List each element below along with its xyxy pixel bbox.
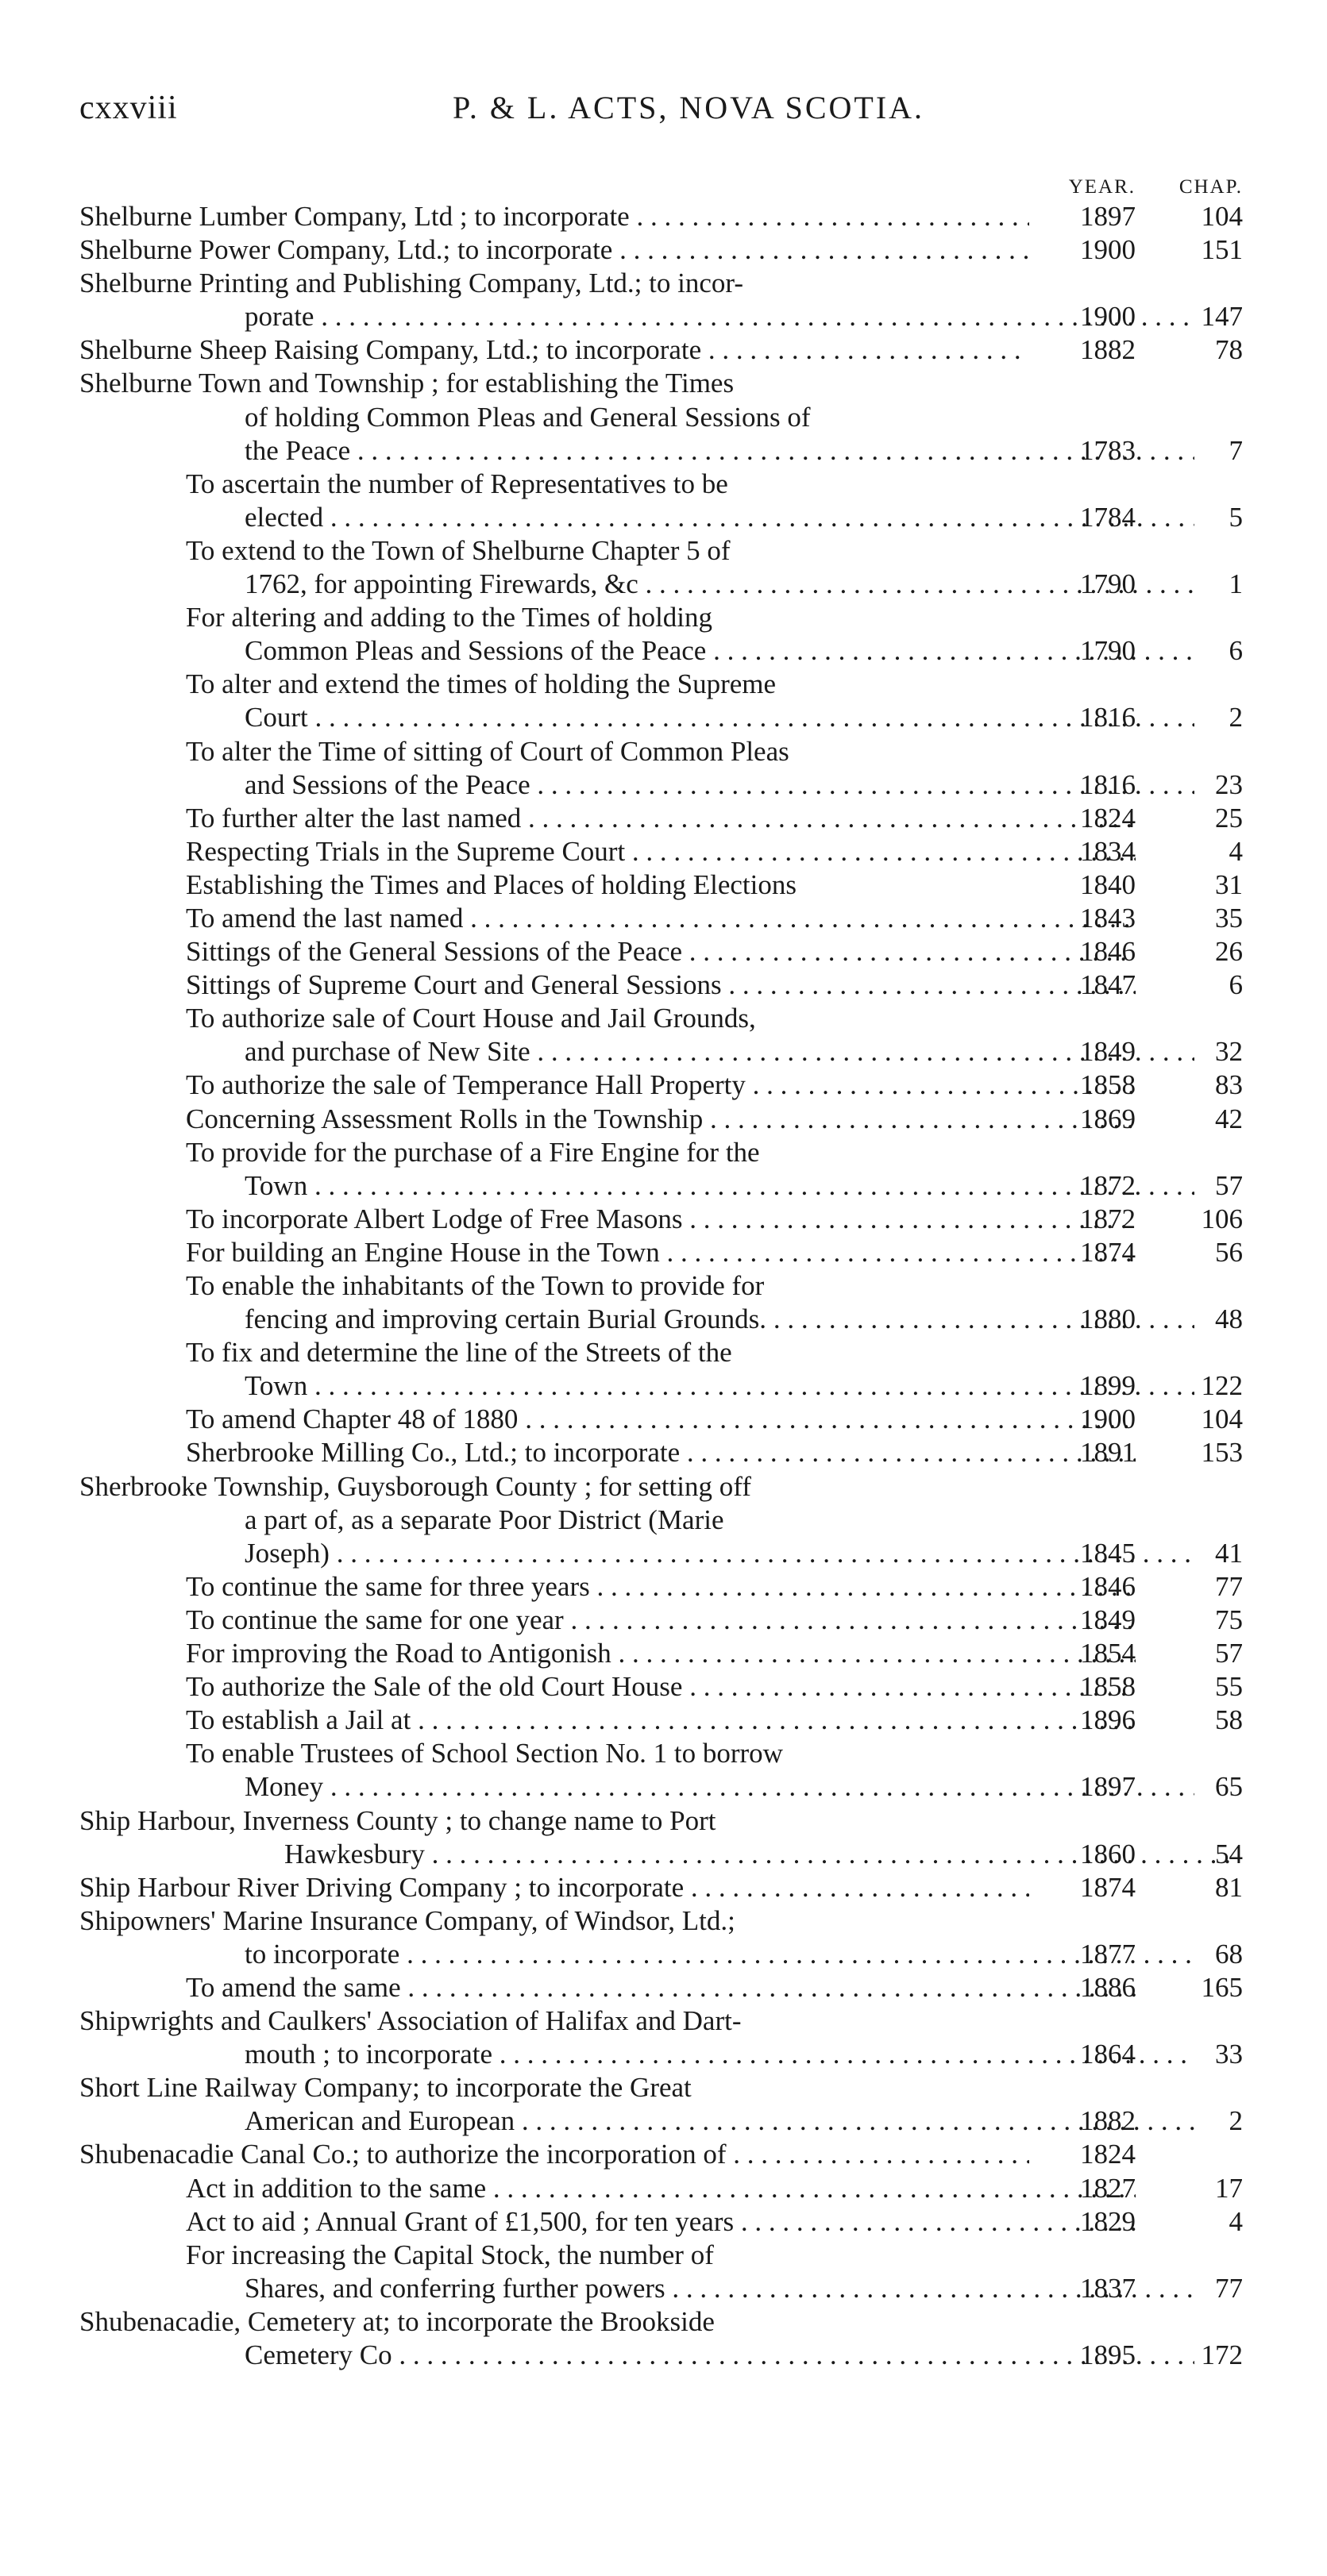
entry-year: 1816 — [1080, 702, 1136, 734]
index-line — [79, 601, 1255, 634]
index-line — [79, 634, 1255, 668]
index-line — [79, 2172, 1255, 2205]
entry-chapter: 83 — [1215, 1069, 1243, 1101]
entry-chapter: 68 — [1215, 1938, 1243, 1970]
entry-text: porate . . . — [79, 300, 1194, 333]
entry-text: Shipwrights and Caulkers' Association of Halifax and Dart- — [79, 2005, 742, 2037]
entry-year: 1900 — [1080, 234, 1136, 266]
index-line — [79, 1169, 1255, 1203]
entry-text: Court . . . — [79, 701, 1194, 734]
index-line — [79, 468, 1255, 501]
entry-text: Town . . . — [79, 1369, 1194, 1403]
entry-year: 1837 — [1080, 2272, 1136, 2304]
entry-year: 1897 — [1080, 1771, 1136, 1803]
index-line — [79, 2004, 1255, 2038]
entry-year: 1843 — [1080, 902, 1136, 934]
entry-text: Cemetery Co . . . — [79, 2339, 1194, 2372]
index-line — [79, 2205, 1255, 2239]
entry-year: 1882 — [1080, 2105, 1136, 2137]
entry-text: fencing and improving certain Burial Grounds. . . . — [79, 1303, 1194, 1336]
index-line — [79, 1336, 1255, 1369]
entry-chapter: 7 — [1229, 434, 1243, 466]
entry-year: 1900 — [1080, 1404, 1136, 1435]
entry-text: For altering and adding to the Times of holding — [186, 602, 713, 633]
entry-chapter: 23 — [1215, 768, 1243, 800]
entry-text: For increasing the Capital Stock, the number of — [186, 2239, 714, 2270]
entry-text: the Peace . . . — [79, 434, 1194, 468]
index-line — [79, 2038, 1255, 2071]
index-line — [79, 1670, 1255, 1704]
entry-text: Shelburne Printing and Publishing Company, Ltd.; to incor- — [79, 268, 744, 299]
entry-text: To incorporate Albert Lodge of Free Masons . . . — [79, 1203, 1136, 1236]
entry-year: 1834 — [1080, 835, 1136, 867]
entry-text: Shubenacadie Canal Co.; to authorize the incorporation of . . . — [79, 2138, 1029, 2171]
entry-text: of holding Common Pleas and General Sessions of — [245, 401, 811, 433]
entry-chapter: 55 — [1215, 1671, 1243, 1703]
entry-year: 1872 — [1080, 1203, 1136, 1234]
entry-chapter: 165 — [1201, 1971, 1243, 2003]
year-column-header: YEAR. — [1068, 176, 1136, 198]
index-line — [79, 267, 1255, 300]
entry-text: To amend the last named . . . — [79, 902, 1136, 935]
entry-chapter: 147 — [1201, 301, 1243, 333]
index-line — [79, 2239, 1255, 2272]
index-line — [79, 1203, 1255, 1236]
entry-year: 1846 — [1080, 936, 1136, 968]
entry-text: a part of, as a separate Poor District (Marie — [245, 1504, 724, 1535]
index-line — [79, 1436, 1255, 1469]
entry-text: Hawkesbury . . . — [79, 1838, 1234, 1871]
index-line — [79, 968, 1255, 1002]
entry-text: Act in addition to the same . . . — [79, 2172, 1136, 2205]
index-line — [79, 1035, 1255, 1069]
index-line — [79, 233, 1255, 267]
index-line — [79, 1604, 1255, 1637]
index-line — [79, 1136, 1255, 1169]
index-line — [79, 1871, 1255, 1904]
entry-chapter: 122 — [1201, 1370, 1243, 1402]
entry-chapter: 77 — [1215, 1570, 1243, 1602]
entry-text: Town . . . — [79, 1169, 1194, 1203]
index-line — [79, 1704, 1255, 1737]
index-line — [79, 935, 1255, 968]
index-line — [79, 568, 1255, 601]
entry-year: 1899 — [1080, 1370, 1136, 1402]
entry-text: Ship Harbour, Inverness County ; to change name to Port — [79, 1804, 716, 1836]
entry-chapter: 58 — [1215, 1704, 1243, 1736]
entry-year: 1858 — [1080, 1671, 1136, 1703]
index-line — [79, 333, 1255, 367]
entry-text: To alter and extend the times of holding the Supreme — [186, 668, 777, 700]
entry-chapter: 2 — [1229, 2105, 1243, 2137]
entry-year: 1784 — [1080, 501, 1136, 533]
entry-text: Money . . . — [79, 1770, 1194, 1804]
entry-year: 1860 — [1080, 1838, 1136, 1869]
entry-year: 1849 — [1080, 1604, 1136, 1635]
index-line — [79, 2305, 1255, 2339]
entry-chapter: 35 — [1215, 902, 1243, 934]
entry-year: 1891 — [1080, 1437, 1136, 1469]
index-line — [79, 1737, 1255, 1770]
index-line — [79, 1269, 1255, 1303]
entry-year: 1783 — [1080, 434, 1136, 466]
entry-year: 1824 — [1080, 802, 1136, 834]
entry-chapter: 77 — [1215, 2272, 1243, 2304]
entry-year: 1849 — [1080, 1036, 1136, 1068]
entry-chapter: 17 — [1215, 2172, 1243, 2204]
entry-year: 1824 — [1080, 2139, 1136, 2170]
entry-text: To authorize the Sale of the old Court House . . . — [79, 1670, 1136, 1704]
entry-text: To ascertain the number of Representatives to be — [186, 468, 728, 499]
entry-chapter: 78 — [1215, 334, 1243, 366]
entry-text: and Sessions of the Peace . . . — [79, 768, 1194, 802]
entry-chapter: 153 — [1201, 1437, 1243, 1469]
entry-text: to incorporate . . . — [79, 1938, 1194, 1971]
entry-chapter: 75 — [1215, 1604, 1243, 1635]
entry-chapter: 2 — [1229, 702, 1243, 734]
entry-year: 1840 — [1080, 868, 1136, 900]
entry-text: Sittings of the General Sessions of the Peace . . . — [79, 935, 1136, 968]
index-line — [79, 1804, 1255, 1838]
index-line — [79, 1069, 1255, 1102]
entry-text: To further alter the last named . . . — [79, 802, 1136, 835]
entry-text: Shares, and conferring further powers . . . — [79, 2272, 1194, 2305]
entry-chapter: 65 — [1215, 1771, 1243, 1803]
index-line — [79, 735, 1255, 768]
entry-text: Common Pleas and Sessions of the Peace . . . — [79, 634, 1194, 668]
entry-chapter: 81 — [1215, 1871, 1243, 1903]
index-line — [79, 701, 1255, 734]
index-line — [79, 1103, 1255, 1136]
entry-text: To extend to the Town of Shelburne Chapter 5 of — [186, 534, 731, 566]
entry-year: 1829 — [1080, 2205, 1136, 2237]
entry-year: 1846 — [1080, 1570, 1136, 1602]
entry-year: 1858 — [1080, 1069, 1136, 1101]
entry-chapter: 48 — [1215, 1303, 1243, 1335]
index-line — [79, 2272, 1255, 2305]
entry-year: 1864 — [1080, 2039, 1136, 2070]
entry-chapter: 32 — [1215, 1036, 1243, 1068]
index-line — [79, 868, 1255, 902]
entry-chapter: 4 — [1229, 835, 1243, 867]
index-line — [79, 1904, 1255, 1938]
entry-chapter: 33 — [1215, 2039, 1243, 2070]
entry-chapter: 26 — [1215, 936, 1243, 968]
entry-text: Ship Harbour River Driving Company ; to incorporate . . . — [79, 1871, 1029, 1904]
entry-year: 1845 — [1080, 1537, 1136, 1569]
entry-chapter: 42 — [1215, 1103, 1243, 1134]
entry-text: Shubenacadie, Cemetery at; to incorporate the Brookside — [79, 2305, 715, 2337]
index-line — [79, 1770, 1255, 1804]
entry-text: Short Line Railway Company; to incorporate the Great — [79, 2072, 692, 2104]
index-line — [79, 2104, 1255, 2138]
index-line — [79, 501, 1255, 534]
entry-chapter: 151 — [1201, 234, 1243, 266]
entry-chapter: 104 — [1201, 201, 1243, 232]
entry-text: American and European . . . — [79, 2104, 1194, 2138]
entry-year: 1897 — [1080, 201, 1136, 232]
entry-chapter: 25 — [1215, 802, 1243, 834]
entry-year: 1827 — [1080, 2172, 1136, 2204]
entry-text: Concerning Assessment Rolls in the Township . . . — [79, 1103, 1136, 1136]
index-line — [79, 401, 1255, 434]
entry-text: and purchase of New Site . . . — [79, 1035, 1194, 1069]
chapter-column-header: CHAP. — [1178, 176, 1243, 198]
entry-text: Respecting Trials in the Supreme Court . . . — [79, 835, 1136, 868]
entry-text: Act to aid ; Annual Grant of £1,500, for ten years . . . — [79, 2205, 1136, 2239]
index-line — [79, 1403, 1255, 1436]
index-line — [79, 835, 1255, 868]
entry-text: Shelburne Sheep Raising Company, Ltd.; to incorporate . . . — [79, 333, 1029, 367]
entry-year: 1882 — [1080, 334, 1136, 366]
entry-text: To establish a Jail at . . . — [79, 1704, 1136, 1737]
entry-text: To amend the same . . . — [79, 1971, 1136, 2004]
entry-text: To authorize the sale of Temperance Hall Property . . . — [79, 1069, 1136, 1102]
index-line — [79, 2071, 1255, 2104]
entry-text: Shelburne Town and Township ; for establishing the Times — [79, 368, 735, 399]
entry-chapter: 6 — [1229, 969, 1243, 1001]
entry-chapter: 5 — [1229, 501, 1243, 533]
entry-chapter: 31 — [1215, 868, 1243, 900]
index-line — [79, 434, 1255, 468]
entry-year: 1874 — [1080, 1871, 1136, 1903]
index-line — [79, 367, 1255, 400]
entry-text: To continue the same for one year . . . — [79, 1604, 1136, 1637]
entry-text: For improving the Road to Antigonish . . . — [79, 1637, 1136, 1670]
index-line — [79, 1637, 1255, 1670]
index-line — [79, 1369, 1255, 1403]
entry-text: elected . . . — [79, 501, 1194, 534]
index-line — [79, 1002, 1255, 1035]
entry-text: Sherbrooke Milling Co., Ltd.; to incorporate . . . — [79, 1436, 1136, 1469]
entry-year: 1869 — [1080, 1103, 1136, 1134]
entry-chapter: 56 — [1215, 1236, 1243, 1268]
entry-text: To alter the Time of sitting of Court of Common Pleas — [186, 735, 789, 767]
entry-text: Joseph) . . . — [79, 1537, 1194, 1570]
entry-text: To enable Trustees of School Section No. 1 to borrow — [186, 1738, 783, 1769]
entry-chapter: 54 — [1215, 1838, 1243, 1869]
entry-year: 1880 — [1080, 1303, 1136, 1335]
index-line — [79, 668, 1255, 701]
column-headers — [79, 176, 1255, 203]
entry-year: 1854 — [1080, 1638, 1136, 1669]
index-line — [79, 1971, 1255, 2004]
entry-text: Establishing the Times and Places of holding Elections — [186, 868, 797, 900]
entry-year: 1900 — [1080, 301, 1136, 333]
entry-text: mouth ; to incorporate . . . — [79, 2038, 1194, 2071]
entry-chapter: 6 — [1229, 635, 1243, 667]
entry-year: 1790 — [1080, 568, 1136, 600]
index-line — [79, 902, 1255, 935]
entry-text: To fix and determine the line of the Streets of the — [186, 1337, 732, 1369]
index-line — [79, 1938, 1255, 1971]
entry-year: 1816 — [1080, 768, 1136, 800]
entry-year: 1872 — [1080, 1169, 1136, 1201]
entry-year: 1790 — [1080, 635, 1136, 667]
entry-text: To authorize sale of Court House and Jail Grounds, — [186, 1003, 756, 1034]
page-header — [79, 89, 1255, 137]
index-line — [79, 534, 1255, 568]
entry-text: Shelburne Lumber Company, Ltd ; to incorporate . . . — [79, 200, 1029, 233]
entry-chapter: 57 — [1215, 1169, 1243, 1201]
entry-text: Shelburne Power Company, Ltd.; to incorporate . . . — [79, 233, 1029, 267]
entry-text: Sittings of Supreme Court and General Sessions . . . — [79, 968, 1136, 1002]
entry-chapter: 1 — [1229, 568, 1243, 600]
entry-text: 1762, for appointing Firewards, &c . . . — [79, 568, 1194, 601]
entry-year: 1877 — [1080, 1938, 1136, 1970]
index-line — [79, 2339, 1255, 2372]
entry-year: 1847 — [1080, 969, 1136, 1001]
entry-year: 1895 — [1080, 2339, 1136, 2370]
entry-chapter: 57 — [1215, 1638, 1243, 1669]
index-line — [79, 1504, 1255, 1537]
index-line — [79, 1236, 1255, 1269]
entry-chapter: 172 — [1201, 2339, 1243, 2370]
entry-text: To enable the inhabitants of the Town to provide for — [186, 1270, 765, 1301]
index-line — [79, 802, 1255, 835]
entry-chapter: 4 — [1229, 2205, 1243, 2237]
page-number: cxxviii — [79, 90, 178, 126]
index-line — [79, 1303, 1255, 1336]
entry-text: To provide for the purchase of a Fire Engine for the — [186, 1136, 760, 1168]
entry-year: 1896 — [1080, 1704, 1136, 1736]
index-line — [79, 1570, 1255, 1604]
entry-year: 1874 — [1080, 1236, 1136, 1268]
index-entries — [79, 200, 1255, 2372]
running-title: P. & L. ACTS, NOVA SCOTIA. — [453, 90, 925, 125]
index-line — [79, 1838, 1255, 1871]
index-line — [79, 200, 1255, 233]
index-line — [79, 1470, 1255, 1504]
entry-chapter: 41 — [1215, 1537, 1243, 1569]
index-line — [79, 1537, 1255, 1570]
entry-text: To amend Chapter 48 of 1880 . . . — [79, 1403, 1136, 1436]
entry-chapter: 104 — [1201, 1404, 1243, 1435]
entry-text: Shipowners' Marine Insurance Company, of Windsor, Ltd.; — [79, 1904, 735, 1936]
entry-text: For building an Engine House in the Town . . . — [79, 1236, 1136, 1269]
index-line — [79, 300, 1255, 333]
index-line — [79, 2138, 1255, 2171]
entry-text: Sherbrooke Township, Guysborough County ; for setting off — [79, 1470, 751, 1502]
entry-text: To continue the same for three years . . . — [79, 1570, 1136, 1604]
entry-chapter: 106 — [1201, 1203, 1243, 1234]
entry-year: 1886 — [1080, 1971, 1136, 2003]
index-line — [79, 768, 1255, 802]
